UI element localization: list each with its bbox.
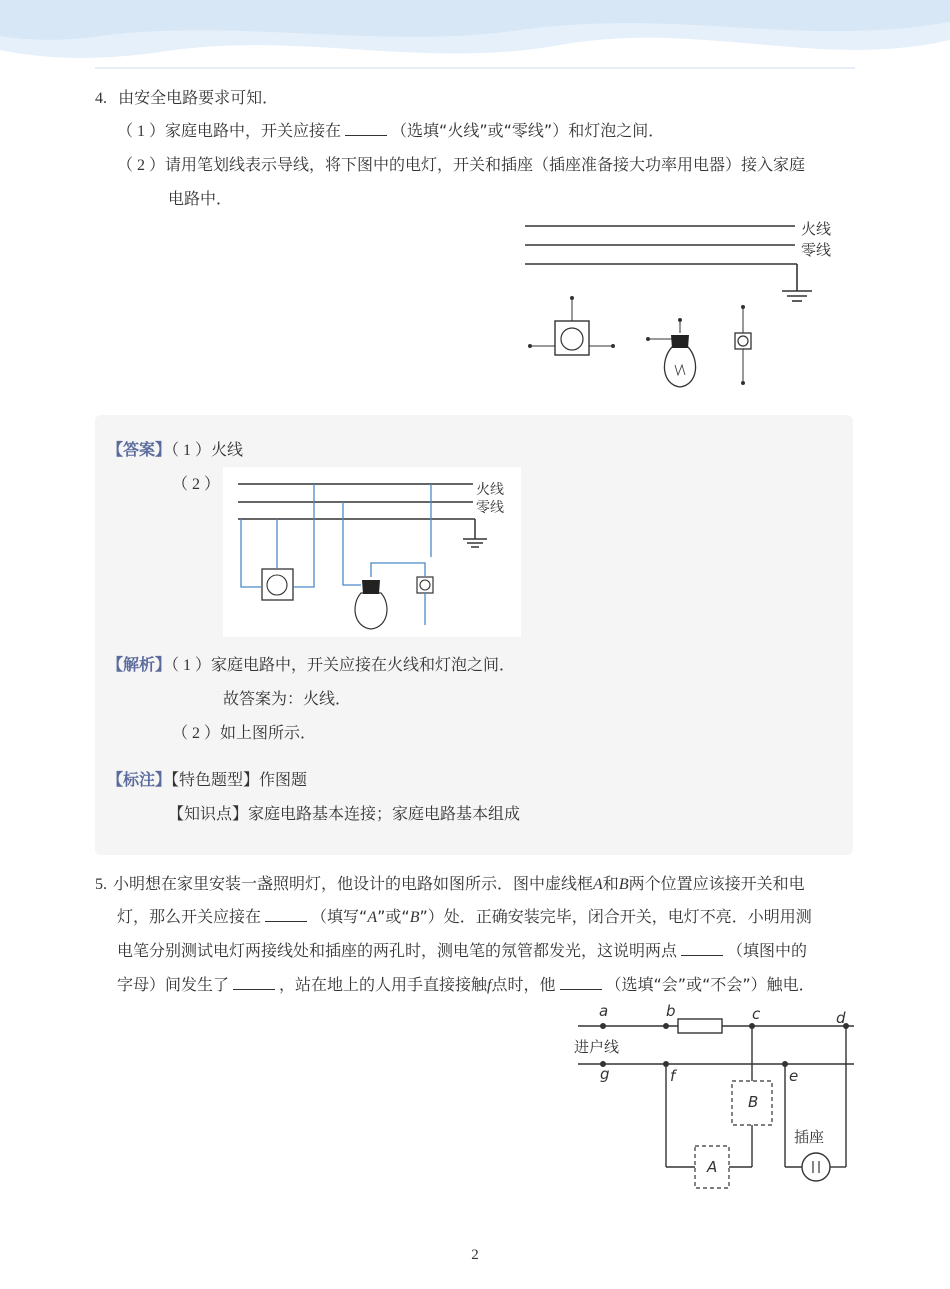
label-B: B bbox=[748, 1093, 759, 1111]
q5-text-4c: 点时，他 bbox=[491, 975, 556, 994]
q5-text-4b: ，站在地上的人用手直接接触 bbox=[279, 975, 488, 994]
q5-text-1b: 和 bbox=[602, 874, 619, 893]
note-tag: 【标注】 bbox=[107, 770, 172, 789]
label-socket: 插座 bbox=[794, 1128, 825, 1146]
q4-part1 bbox=[117, 121, 664, 142]
note-question-type: 【特色题型】作图题 bbox=[171, 770, 308, 789]
answer-part1-text: 火线 bbox=[211, 440, 244, 459]
fig-live-label: 火线 bbox=[801, 220, 832, 238]
q4-circuit-figure bbox=[520, 215, 850, 395]
q5-text-3a: 电笔分别测试电灯两接线处和插座的两孔时，测电笔的氖管都发光，这说明两点 bbox=[117, 941, 678, 960]
analysis-part1-conclusion: 故答案为：火线． bbox=[223, 689, 352, 708]
label-inlet-line: 进户线 bbox=[574, 1038, 620, 1056]
q5-text-1a: 小明想在家里安装一盏照明灯，他设计的电路如图所示．图中虚线框 bbox=[113, 874, 594, 893]
answer-drawn-wires bbox=[241, 484, 431, 625]
label-d: d bbox=[836, 1009, 846, 1027]
q5-text-2-B: B bbox=[409, 909, 420, 926]
q5-blank-1[interactable] bbox=[265, 907, 307, 922]
fig-neutral-label: 零线 bbox=[801, 241, 832, 259]
answer-line1 bbox=[107, 440, 243, 461]
q5-text-2a: 灯，那么开关应接在 bbox=[117, 907, 262, 926]
answer-fig-neutral-label: 零线 bbox=[476, 500, 504, 516]
q4-number: 4. bbox=[95, 90, 107, 107]
q5-blank-4[interactable] bbox=[560, 975, 602, 990]
q4-part1-blank[interactable] bbox=[345, 121, 387, 136]
q5-text-1c: 两个位置应该接开关和电 bbox=[628, 874, 805, 893]
q5-line1 bbox=[95, 874, 805, 895]
q5-line4 bbox=[117, 975, 815, 996]
analysis-part2-text: 如上图所示． bbox=[220, 723, 317, 742]
label-c: c bbox=[752, 1005, 761, 1023]
page-number: 2 bbox=[471, 1247, 479, 1263]
q5-text-2d: ”）处．正确安装完毕，闭合开关，电灯不亮．小明用测 bbox=[419, 907, 812, 926]
q5-line3 bbox=[117, 941, 807, 961]
answer-part2-number: （ 2 ） bbox=[172, 476, 221, 493]
header-wave-decoration bbox=[0, 0, 950, 80]
label-e: e bbox=[789, 1067, 799, 1085]
q5-text-4-f: f bbox=[487, 977, 492, 994]
q4-part1-text: 家庭电路中，开关应接在 bbox=[165, 121, 342, 140]
label-f: f bbox=[670, 1067, 676, 1085]
q4-part2-number: （ 2 ） bbox=[117, 157, 166, 174]
analysis-line1 bbox=[107, 655, 515, 676]
analysis-part2-number: （ 2 ） bbox=[172, 725, 221, 742]
q4-part1-text-end: （选填“火线”或“零线”）和灯泡之间． bbox=[391, 121, 665, 140]
answer-part1-number: （ 1 ） bbox=[171, 442, 212, 459]
q5-text-4d: （选填“会”或“不会”）触电． bbox=[605, 975, 815, 994]
q4-stem bbox=[95, 88, 278, 109]
label-a: a bbox=[599, 1002, 609, 1020]
note-knowledge-points: 【知识点】家庭电路基本连接；家庭电路基本组成 bbox=[168, 804, 521, 823]
analysis-part1-text: 家庭电路中，开关应接在火线和灯泡之间． bbox=[211, 655, 516, 674]
q5-circuit-figure bbox=[570, 1000, 858, 1195]
label-b: b bbox=[666, 1002, 676, 1020]
q5-text-4a: 字母）间发生了 bbox=[117, 975, 230, 994]
q4-part2-text: 请用笔划线表示导线，将下图中的电灯，开关和插座（插座准备接大功率用电器）接入家庭 bbox=[165, 155, 806, 174]
answer-circuit-figure bbox=[223, 467, 521, 637]
label-A: A bbox=[707, 1158, 718, 1176]
q4-stem-text: 由安全电路要求可知． bbox=[118, 88, 279, 107]
label-g: g bbox=[600, 1065, 610, 1083]
note-line1 bbox=[107, 770, 307, 790]
q5-number: 5. bbox=[95, 876, 107, 893]
q4-part1-number: （ 1 ） bbox=[117, 123, 166, 140]
q5-text-1-B: B bbox=[618, 876, 629, 893]
analysis-tag: 【解析】 bbox=[107, 655, 172, 674]
q5-text-2c: ”或“ bbox=[377, 907, 410, 926]
q5-text-3b: （填图中的 bbox=[727, 941, 808, 960]
q5-blank-3[interactable] bbox=[233, 975, 275, 990]
q5-text-2-A: A bbox=[367, 909, 378, 926]
q4-part2 bbox=[117, 155, 805, 176]
q5-text-1-A: A bbox=[593, 876, 603, 893]
answer-tag: 【答案】 bbox=[107, 440, 172, 459]
q5-blank-2[interactable] bbox=[681, 941, 723, 956]
answer-fig-live-label: 火线 bbox=[476, 482, 504, 498]
analysis-line3 bbox=[172, 723, 316, 744]
q4-part2-text-line2: 电路中． bbox=[168, 189, 233, 208]
q5-line2 bbox=[117, 907, 812, 928]
analysis-part1-number: （ 1 ） bbox=[171, 657, 212, 674]
q5-text-2b: （填写“ bbox=[311, 907, 368, 926]
